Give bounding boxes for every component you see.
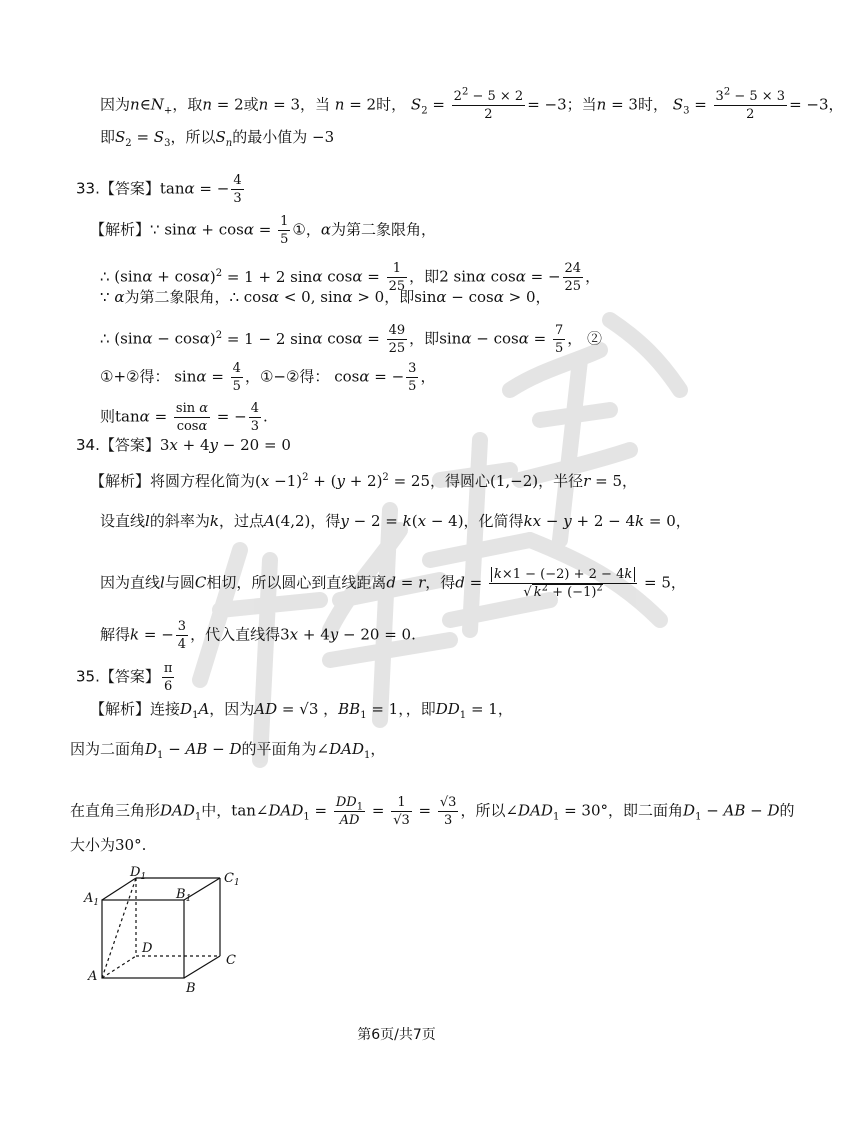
text: 时， xyxy=(637,95,668,114)
q33-line-4: ∴ $(\sin\alpha - \cos\alpha)^2 = 1 - 2$ sinα cosα = $\frac{49}{25}$ ，即sinα − cosα = $\frac{7}{5}$ ， ② xyxy=(100,323,603,356)
q33-line-3: ∵ α为第二象限角，∴ cosα < 0, sinα > 0，即sinα − cosα > 0， xyxy=(100,288,551,306)
question-number: 33. xyxy=(76,179,100,198)
q35-line-3: 在直角三角形$DAD_1$中，$\tan\angle DAD_1$ = $\frac{DD_1}{AD}$ = $\frac{1}{√3}$ = $\frac{√3}{3}$ ，所以$\angle DAD_1 = 30^\circ$，即二面角$D_1$ − AB − D的 xyxy=(70,795,795,828)
q34-line-4: 解得k = − $\frac{3}{4}$ ，代入直线得3x + 4y − 20 = 0. xyxy=(100,619,416,652)
text: ，得 xyxy=(425,573,456,592)
q32-line-1: 因为$n\in N_+$，取n = 2或n = 3，当 n = 2时， $S_2$ = $\frac{2^2 - 5 \times 2}{2}$ = −3；当n = 3时， $S_3$ = $\frac{3^2 - 5 \times 3}{2}$ = −3， xyxy=(100,86,844,122)
q35-line-1: 【解析】连接$D_1A$，因为AD = √3 ，$BB_1 = 1$，，即$DD_1 = 1$， xyxy=(90,700,513,721)
text: 因为二面角 xyxy=(70,740,146,758)
text: 即 xyxy=(424,267,440,286)
label-B: B xyxy=(186,981,196,996)
text: 或 xyxy=(243,95,259,114)
analysis-label: 【解析】 xyxy=(90,472,151,490)
text: 因为直线 xyxy=(100,573,161,592)
text: ，当 xyxy=(300,95,331,114)
text: 相切，所以圆心到直线距离 xyxy=(206,573,387,592)
label-B1: $B_1$ xyxy=(176,887,192,904)
text: 设直线 xyxy=(100,512,146,530)
text: ，取 xyxy=(172,95,203,114)
text: ，化简得 xyxy=(463,512,524,530)
text: ，即二面角 xyxy=(608,801,684,820)
text: 连接 xyxy=(150,700,181,718)
answer-label: 【答案】 xyxy=(99,667,160,686)
question-number: 35. xyxy=(76,667,100,686)
text: 即 xyxy=(100,128,116,146)
q35-answer: 35.【答案】 $\frac{\pi}{6}$ xyxy=(76,661,173,694)
text: 与圆 xyxy=(164,573,195,592)
q35-line-4 xyxy=(70,838,146,853)
analysis-label: 【解析】 xyxy=(90,700,151,718)
label-A: A xyxy=(88,969,98,984)
q33-line-1: 【解析】∵ sinα + cosα = $\frac{1}{5}$ ①，α为第二象限角， xyxy=(90,214,436,247)
text: 所以 xyxy=(185,128,216,146)
answer-label: 【答案】 xyxy=(99,436,160,454)
question-number: 34. xyxy=(76,436,100,454)
text: 大小为 xyxy=(70,836,116,854)
analysis-label: 【解析】 xyxy=(90,220,151,239)
q33-line-5: ①+②得： sinα = $\frac{4}{5}$ ，①−②得： cosα = − $\frac{3}{5}$ ， xyxy=(100,361,436,394)
text: 即 xyxy=(399,288,415,306)
text: 为第二象限角， xyxy=(330,220,436,239)
label-D: D xyxy=(142,941,153,956)
text: 在直角三角形 xyxy=(70,801,161,820)
text: ；当 xyxy=(566,95,597,114)
text: ，代入直线得 xyxy=(190,625,281,644)
q33-line-6: 则tanα = $\frac{\text{sin α}}{\cos\alpha}$ = − $\frac{4}{3}$ . xyxy=(100,401,268,434)
q34-line-2: 设直线l的斜率为k，过点A(4,2)，得y − 2 = k(x − 4)，化简得kx − y + 2 − 4k = 0， xyxy=(100,512,691,530)
text: 时， xyxy=(376,95,407,114)
q32-line-2: 即$S_2 = S_3$，所以$S_n$的最小值为 −3 xyxy=(100,128,335,149)
label-A1: $A_1$ xyxy=(84,891,100,908)
text: ，得 xyxy=(310,512,341,530)
text: 解得 xyxy=(100,625,131,644)
text: 的 xyxy=(779,801,795,820)
text: ，所以 xyxy=(460,801,506,820)
text: 30°. xyxy=(115,836,147,854)
q33-line-2: ∴ $(\sin\alpha + \cos\alpha)^2 = 1 + 2$ sinα cosα = $\frac{1}{25}$ ，即2 sinα cosα = − $\frac{24}{25}$ ， xyxy=(100,261,601,294)
text: 则 xyxy=(100,407,116,426)
text: 中， xyxy=(201,801,232,820)
q34-answer: 34.【答案】3x + 4y − 20 = 0 xyxy=(76,436,291,454)
q35-line-2: 因为二面角$D_1$ − AB − D的平面角为$\angle DAD_1$， xyxy=(70,740,386,761)
label-D1: $D_1$ xyxy=(130,865,147,882)
text: 因为 xyxy=(100,95,131,114)
text: ，得圆心 xyxy=(430,472,491,490)
min-value: −3 xyxy=(312,128,335,146)
page-footer: 第6页/共7页 xyxy=(357,1027,436,1043)
answer-label: 【答案】 xyxy=(99,179,160,198)
text: ，半径 xyxy=(538,472,584,490)
q33-answer: 33.【答案】tanα = − $\frac{4}{3}$ xyxy=(76,173,242,206)
text: 为第二象限角， xyxy=(124,288,230,306)
text: 即 xyxy=(424,329,440,348)
q34-line-1: 【解析】将圆方程化简为$(x -1)^2 + (y + 2)^2 = 25$，得圆心(1,−2)，半径r = 5， xyxy=(90,472,637,490)
text: 的平面角为 xyxy=(241,740,317,758)
text: 将圆方程化简为 xyxy=(150,472,256,490)
label-C: C xyxy=(226,953,236,968)
text: ①−②得： xyxy=(259,367,330,386)
text: ，因为 xyxy=(209,700,255,718)
cube-figure xyxy=(80,865,260,998)
text: 的最小值为 xyxy=(232,128,308,146)
text: ，即 xyxy=(405,700,436,718)
text: ①+②得： xyxy=(100,367,170,386)
text: ，过点 xyxy=(218,512,264,530)
text: 的斜率为 xyxy=(149,512,210,530)
q34-line-3: 因为直线l与圆C相切，所以圆心到直线距离d = r，得d = $\frac{k\times 1 - (-2) + 2 - 4k}{√ k^2 + (-1)^2}$ = 5， xyxy=(100,567,686,600)
label-C1: $C_1$ xyxy=(224,871,240,888)
